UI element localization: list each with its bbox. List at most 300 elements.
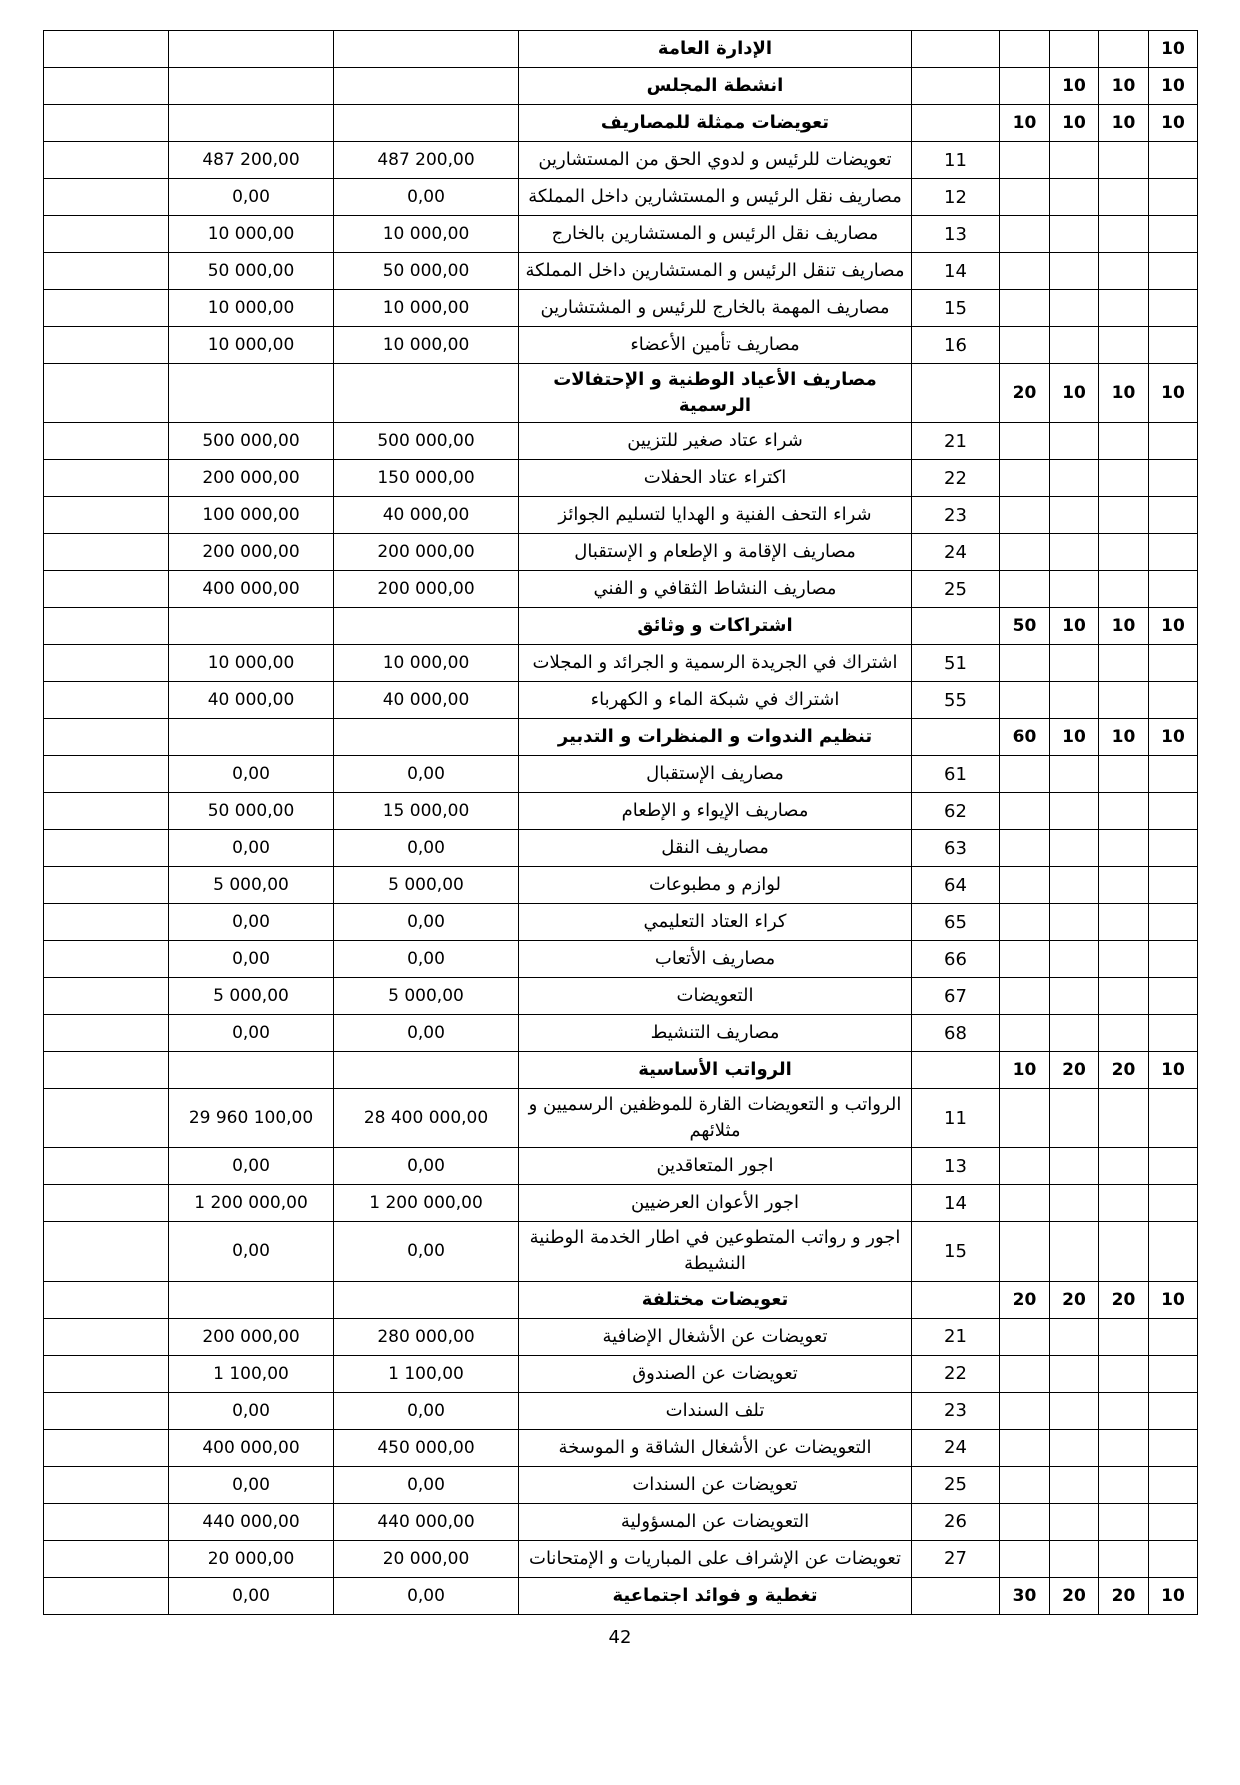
line-description: تغطية و فوائد اجتماعية: [519, 1577, 912, 1614]
line-code: 63: [912, 830, 1000, 867]
amount-left-cell: [169, 1281, 334, 1318]
page-number: 42: [608, 1626, 632, 1648]
amount-left-cell: 10 000,00: [169, 290, 334, 327]
hier-code-cell-4: 10: [1149, 1052, 1198, 1089]
hier-code-cell-1: [1000, 534, 1050, 571]
hier-code-cell-3: [1099, 1540, 1149, 1577]
amount-left-cell: 100 000,00: [169, 497, 334, 534]
line-code: [912, 608, 1000, 645]
empty-cell: [44, 216, 169, 253]
line-code: 23: [912, 497, 1000, 534]
amount-right-cell: 0,00: [334, 1015, 519, 1052]
amount-right-cell: 5 000,00: [334, 867, 519, 904]
hier-code-cell-2: [1050, 460, 1099, 497]
amount-right-cell: [334, 31, 519, 68]
hier-code-cell-3: [1099, 327, 1149, 364]
amount-right-cell: 0,00: [334, 904, 519, 941]
amount-left-cell: 1 100,00: [169, 1355, 334, 1392]
hier-code-cell-2: [1050, 830, 1099, 867]
line-code: 22: [912, 1355, 1000, 1392]
table-row: [44, 793, 1198, 830]
hier-code-cell-2: [1050, 1466, 1099, 1503]
hier-code-cell-2: [1050, 497, 1099, 534]
line-description: التعويضات عن المسؤولية: [519, 1503, 912, 1540]
line-description: مصاريف النشاط الثقافي و الفني: [519, 571, 912, 608]
empty-cell: [44, 719, 169, 756]
budget-table: [43, 30, 1198, 1615]
hier-code-cell-3: [1099, 1089, 1149, 1148]
line-code: [912, 1281, 1000, 1318]
empty-cell: [44, 253, 169, 290]
hier-code-cell-1: [1000, 1392, 1050, 1429]
hier-code-cell-2: [1050, 216, 1099, 253]
table-row: [44, 1355, 1198, 1392]
line-description: تعويضات عن الإشراف على المباريات و الإمتحانات: [519, 1540, 912, 1577]
amount-left-cell: 10 000,00: [169, 327, 334, 364]
table-row: [44, 830, 1198, 867]
line-code: [912, 31, 1000, 68]
amount-right-cell: 50 000,00: [334, 253, 519, 290]
hier-code-cell-1: [1000, 253, 1050, 290]
line-code: [912, 1577, 1000, 1614]
amount-left-cell: [169, 364, 334, 423]
amount-left-cell: 0,00: [169, 179, 334, 216]
hier-code-cell-1: [1000, 682, 1050, 719]
hier-code-cell-3: [1099, 793, 1149, 830]
hier-code-cell-3: [1099, 1466, 1149, 1503]
empty-cell: [44, 941, 169, 978]
line-code: 64: [912, 867, 1000, 904]
amount-right-cell: 1 100,00: [334, 1355, 519, 1392]
amount-right-cell: 500 000,00: [334, 423, 519, 460]
hier-code-cell-4: 10: [1149, 105, 1198, 142]
empty-cell: [44, 1466, 169, 1503]
amount-left-cell: 5 000,00: [169, 978, 334, 1015]
amount-left-cell: [169, 719, 334, 756]
hier-code-cell-4: [1149, 1355, 1198, 1392]
line-description: التعويضات عن الأشغال الشاقة و الموسخة: [519, 1429, 912, 1466]
empty-cell: [44, 1577, 169, 1614]
hier-code-cell-2: [1050, 941, 1099, 978]
line-code: [912, 719, 1000, 756]
line-code: 26: [912, 1503, 1000, 1540]
amount-left-cell: 0,00: [169, 1466, 334, 1503]
amount-left-cell: 400 000,00: [169, 571, 334, 608]
hier-code-cell-4: 10: [1149, 31, 1198, 68]
table-row: [44, 1540, 1198, 1577]
hier-code-cell-4: [1149, 1318, 1198, 1355]
hier-code-cell-1: [1000, 1429, 1050, 1466]
empty-cell: [44, 31, 169, 68]
hier-code-cell-1: [1000, 290, 1050, 327]
line-description: مصاريف تأمين الأعضاء: [519, 327, 912, 364]
table-row: [44, 571, 1198, 608]
line-code: [912, 364, 1000, 423]
hier-code-cell-3: [1099, 31, 1149, 68]
amount-left-cell: [169, 1052, 334, 1089]
empty-cell: [44, 571, 169, 608]
amount-left-cell: 0,00: [169, 904, 334, 941]
hier-code-cell-1: [1000, 423, 1050, 460]
line-code: 24: [912, 534, 1000, 571]
hier-code-cell-3: 10: [1099, 719, 1149, 756]
empty-cell: [44, 327, 169, 364]
empty-cell: [44, 608, 169, 645]
empty-cell: [44, 1089, 169, 1148]
hier-code-cell-3: [1099, 941, 1149, 978]
empty-cell: [44, 830, 169, 867]
hier-code-cell-2: 20: [1050, 1052, 1099, 1089]
hier-code-cell-2: [1050, 1222, 1099, 1281]
amount-left-cell: 50 000,00: [169, 253, 334, 290]
amount-left-cell: 200 000,00: [169, 1318, 334, 1355]
hier-code-cell-4: [1149, 1503, 1198, 1540]
hier-code-cell-2: [1050, 1148, 1099, 1185]
hier-code-cell-3: [1099, 978, 1149, 1015]
hier-code-cell-4: [1149, 142, 1198, 179]
hier-code-cell-3: 20: [1099, 1052, 1149, 1089]
line-code: 14: [912, 253, 1000, 290]
hier-code-cell-4: [1149, 941, 1198, 978]
empty-cell: [44, 1052, 169, 1089]
empty-cell: [44, 904, 169, 941]
table-row: [44, 423, 1198, 460]
line-code: 11: [912, 142, 1000, 179]
hier-code-cell-2: 20: [1050, 1281, 1099, 1318]
empty-cell: [44, 682, 169, 719]
hier-code-cell-3: [1099, 1503, 1149, 1540]
amount-left-cell: [169, 105, 334, 142]
hier-code-cell-2: [1050, 571, 1099, 608]
amount-right-cell: 28 400 000,00: [334, 1089, 519, 1148]
hier-code-cell-1: [1000, 904, 1050, 941]
hier-code-cell-2: [1050, 179, 1099, 216]
line-code: 27: [912, 1540, 1000, 1577]
table-row: [44, 460, 1198, 497]
empty-cell: [44, 978, 169, 1015]
hier-code-cell-4: [1149, 756, 1198, 793]
hier-code-cell-3: [1099, 1429, 1149, 1466]
amount-left-cell: 0,00: [169, 1222, 334, 1281]
table-row: [44, 179, 1198, 216]
line-code: 67: [912, 978, 1000, 1015]
hier-code-cell-3: 20: [1099, 1281, 1149, 1318]
hier-code-cell-1: [1000, 31, 1050, 68]
hier-code-cell-1: 20: [1000, 364, 1050, 423]
hier-code-cell-2: [1050, 867, 1099, 904]
amount-left-cell: 1 200 000,00: [169, 1185, 334, 1222]
amount-right-cell: 0,00: [334, 179, 519, 216]
empty-cell: [44, 290, 169, 327]
table-row: [44, 216, 1198, 253]
amount-right-cell: 1 200 000,00: [334, 1185, 519, 1222]
amount-right-cell: 10 000,00: [334, 645, 519, 682]
hier-code-cell-3: [1099, 830, 1149, 867]
hier-code-cell-2: [1050, 1185, 1099, 1222]
hier-code-cell-3: [1099, 1015, 1149, 1052]
hier-code-cell-1: [1000, 978, 1050, 1015]
line-description: كراء العتاد التعليمي: [519, 904, 912, 941]
hier-code-cell-1: [1000, 1355, 1050, 1392]
hier-code-cell-4: [1149, 1466, 1198, 1503]
hier-code-cell-3: [1099, 1318, 1149, 1355]
hier-code-cell-1: [1000, 1015, 1050, 1052]
amount-left-cell: 0,00: [169, 830, 334, 867]
hier-code-cell-2: [1050, 31, 1099, 68]
line-description: الإدارة العامة: [519, 31, 912, 68]
hier-code-cell-1: [1000, 1185, 1050, 1222]
hier-code-cell-3: [1099, 1148, 1149, 1185]
hier-code-cell-3: [1099, 1355, 1149, 1392]
line-description: تعويضات عن السندات: [519, 1466, 912, 1503]
hier-code-cell-1: [1000, 1540, 1050, 1577]
hier-code-cell-2: 10: [1050, 719, 1099, 756]
hier-code-cell-4: [1149, 1429, 1198, 1466]
line-description: مصاريف النقل: [519, 830, 912, 867]
empty-cell: [44, 1503, 169, 1540]
hier-code-cell-1: [1000, 216, 1050, 253]
empty-cell: [44, 1015, 169, 1052]
hier-code-cell-4: 10: [1149, 364, 1198, 423]
line-description: تلف السندات: [519, 1392, 912, 1429]
hier-code-cell-1: [1000, 571, 1050, 608]
hier-code-cell-3: [1099, 253, 1149, 290]
hier-code-cell-2: [1050, 1503, 1099, 1540]
line-code: 11: [912, 1089, 1000, 1148]
hier-code-cell-1: [1000, 1466, 1050, 1503]
hier-code-cell-2: [1050, 423, 1099, 460]
amount-left-cell: 0,00: [169, 941, 334, 978]
empty-cell: [44, 68, 169, 105]
section-row: [44, 608, 1198, 645]
amount-right-cell: 20 000,00: [334, 1540, 519, 1577]
amount-left-cell: 500 000,00: [169, 423, 334, 460]
table-row: [44, 327, 1198, 364]
amount-right-cell: 40 000,00: [334, 682, 519, 719]
empty-cell: [44, 105, 169, 142]
line-code: 15: [912, 290, 1000, 327]
amount-left-cell: 0,00: [169, 1015, 334, 1052]
line-description: اشتراكات و وثائق: [519, 608, 912, 645]
hier-code-cell-3: 10: [1099, 68, 1149, 105]
hier-code-cell-1: 10: [1000, 1052, 1050, 1089]
amount-left-cell: 50 000,00: [169, 793, 334, 830]
hier-code-cell-4: [1149, 571, 1198, 608]
amount-left-cell: 10 000,00: [169, 645, 334, 682]
hier-code-cell-3: [1099, 216, 1149, 253]
hier-code-cell-1: [1000, 497, 1050, 534]
line-description: اجور المتعاقدين: [519, 1148, 912, 1185]
amount-right-cell: [334, 719, 519, 756]
table-row: [44, 978, 1198, 1015]
amount-left-cell: 0,00: [169, 1392, 334, 1429]
hier-code-cell-3: [1099, 867, 1149, 904]
section-row: [44, 105, 1198, 142]
table-row: [44, 941, 1198, 978]
hier-code-cell-2: [1050, 1392, 1099, 1429]
empty-cell: [44, 497, 169, 534]
line-code: 23: [912, 1392, 1000, 1429]
line-description: تعويضات مختلفة: [519, 1281, 912, 1318]
hier-code-cell-2: 10: [1050, 608, 1099, 645]
amount-right-cell: 10 000,00: [334, 327, 519, 364]
hier-code-cell-3: 10: [1099, 608, 1149, 645]
amount-right-cell: 40 000,00: [334, 497, 519, 534]
table-row: [44, 682, 1198, 719]
empty-cell: [44, 1429, 169, 1466]
table-row: [44, 867, 1198, 904]
amount-left-cell: [169, 31, 334, 68]
hier-code-cell-2: [1050, 534, 1099, 571]
hier-code-cell-1: [1000, 1503, 1050, 1540]
hier-code-cell-4: [1149, 253, 1198, 290]
hier-code-cell-2: [1050, 253, 1099, 290]
line-description: مصاريف نقل الرئيس و المستشارين داخل المملكة: [519, 179, 912, 216]
amount-right-cell: 10 000,00: [334, 216, 519, 253]
amount-right-cell: [334, 1281, 519, 1318]
amount-right-cell: 0,00: [334, 941, 519, 978]
hier-code-cell-4: [1149, 290, 1198, 327]
line-description: مصاريف الأعياد الوطنية و الإحتفالات الرسمية: [519, 364, 912, 423]
hier-code-cell-1: [1000, 1148, 1050, 1185]
hier-code-cell-4: [1149, 497, 1198, 534]
hier-code-cell-4: [1149, 534, 1198, 571]
amount-right-cell: 450 000,00: [334, 1429, 519, 1466]
hier-code-cell-3: 20: [1099, 1577, 1149, 1614]
amount-right-cell: 200 000,00: [334, 571, 519, 608]
amount-right-cell: 0,00: [334, 756, 519, 793]
empty-cell: [44, 534, 169, 571]
hier-code-cell-4: [1149, 1392, 1198, 1429]
table-row: [44, 904, 1198, 941]
table-row: [44, 1466, 1198, 1503]
hier-code-cell-3: [1099, 756, 1149, 793]
hier-code-cell-4: [1149, 682, 1198, 719]
hier-code-cell-1: [1000, 179, 1050, 216]
line-code: 16: [912, 327, 1000, 364]
amount-right-cell: 0,00: [334, 830, 519, 867]
hier-code-cell-2: [1050, 1355, 1099, 1392]
section-row: [44, 1052, 1198, 1089]
empty-cell: [44, 1185, 169, 1222]
amount-right-cell: [334, 1052, 519, 1089]
hier-code-cell-1: 10: [1000, 105, 1050, 142]
section-row: [44, 1281, 1198, 1318]
hier-code-cell-2: [1050, 1540, 1099, 1577]
hier-code-cell-2: 20: [1050, 1577, 1099, 1614]
table-row: [44, 497, 1198, 534]
amount-right-cell: 10 000,00: [334, 290, 519, 327]
hier-code-cell-4: [1149, 327, 1198, 364]
hier-code-cell-4: [1149, 1148, 1198, 1185]
hier-code-cell-1: [1000, 756, 1050, 793]
line-description: اكتراء عتاد الحفلات: [519, 460, 912, 497]
line-code: 55: [912, 682, 1000, 719]
line-description: مصاريف التنشيط: [519, 1015, 912, 1052]
table-row: [44, 1318, 1198, 1355]
section-row: [44, 68, 1198, 105]
line-description: تعويضات ممثلة للمصاريف: [519, 105, 912, 142]
empty-cell: [44, 756, 169, 793]
hier-code-cell-1: [1000, 460, 1050, 497]
line-description: مصاريف تنقل الرئيس و المستشارين داخل المملكة: [519, 253, 912, 290]
hier-code-cell-2: 10: [1050, 364, 1099, 423]
line-description: اشتراك في شبكة الماء و الكهرباء: [519, 682, 912, 719]
hier-code-cell-3: [1099, 645, 1149, 682]
hier-code-cell-3: [1099, 460, 1149, 497]
hier-code-cell-3: [1099, 682, 1149, 719]
table-row: [44, 645, 1198, 682]
line-code: 68: [912, 1015, 1000, 1052]
hier-code-cell-1: 20: [1000, 1281, 1050, 1318]
hier-code-cell-3: [1099, 179, 1149, 216]
line-description: تعويضات عن الأشغال الإضافية: [519, 1318, 912, 1355]
amount-left-cell: 400 000,00: [169, 1429, 334, 1466]
hier-code-cell-1: [1000, 645, 1050, 682]
empty-cell: [44, 142, 169, 179]
hier-code-cell-4: [1149, 645, 1198, 682]
line-code: 13: [912, 1148, 1000, 1185]
hier-code-cell-3: [1099, 571, 1149, 608]
amount-left-cell: 487 200,00: [169, 142, 334, 179]
hier-code-cell-2: [1050, 1015, 1099, 1052]
hier-code-cell-4: [1149, 830, 1198, 867]
hier-code-cell-1: 60: [1000, 719, 1050, 756]
hier-code-cell-4: [1149, 904, 1198, 941]
line-code: 24: [912, 1429, 1000, 1466]
empty-cell: [44, 1540, 169, 1577]
empty-cell: [44, 645, 169, 682]
line-description: مصاريف الأتعاب: [519, 941, 912, 978]
hier-code-cell-2: [1050, 904, 1099, 941]
hier-code-cell-1: [1000, 327, 1050, 364]
line-description: لوازم و مطبوعات: [519, 867, 912, 904]
empty-cell: [44, 1148, 169, 1185]
line-code: 25: [912, 1466, 1000, 1503]
hier-code-cell-4: [1149, 179, 1198, 216]
table-row: [44, 1015, 1198, 1052]
hier-code-cell-4: 10: [1149, 68, 1198, 105]
empty-cell: [44, 1222, 169, 1281]
amount-left-cell: 200 000,00: [169, 460, 334, 497]
table-row: [44, 1185, 1198, 1222]
line-description: مصاريف الإقامة و الإطعام و الإستقبال: [519, 534, 912, 571]
hier-code-cell-3: [1099, 904, 1149, 941]
hier-code-cell-1: [1000, 1089, 1050, 1148]
hier-code-cell-4: [1149, 1540, 1198, 1577]
line-description: مصاريف الإستقبال: [519, 756, 912, 793]
line-description: مصاريف الإيواء و الإطعام: [519, 793, 912, 830]
hier-code-cell-2: [1050, 142, 1099, 179]
line-code: [912, 1052, 1000, 1089]
table-row: [44, 253, 1198, 290]
amount-left-cell: 29 960 100,00: [169, 1089, 334, 1148]
empty-cell: [44, 364, 169, 423]
hier-code-cell-3: [1099, 290, 1149, 327]
empty-cell: [44, 793, 169, 830]
hier-code-cell-2: [1050, 290, 1099, 327]
amount-right-cell: [334, 364, 519, 423]
hier-code-cell-4: 10: [1149, 1281, 1198, 1318]
hier-code-cell-3: [1099, 1392, 1149, 1429]
line-description: التعويضات: [519, 978, 912, 1015]
table-row: [44, 1429, 1198, 1466]
amount-right-cell: 0,00: [334, 1392, 519, 1429]
line-code: [912, 105, 1000, 142]
hier-code-cell-2: 10: [1050, 105, 1099, 142]
table-body: [44, 31, 1198, 1615]
hier-code-cell-4: [1149, 1185, 1198, 1222]
